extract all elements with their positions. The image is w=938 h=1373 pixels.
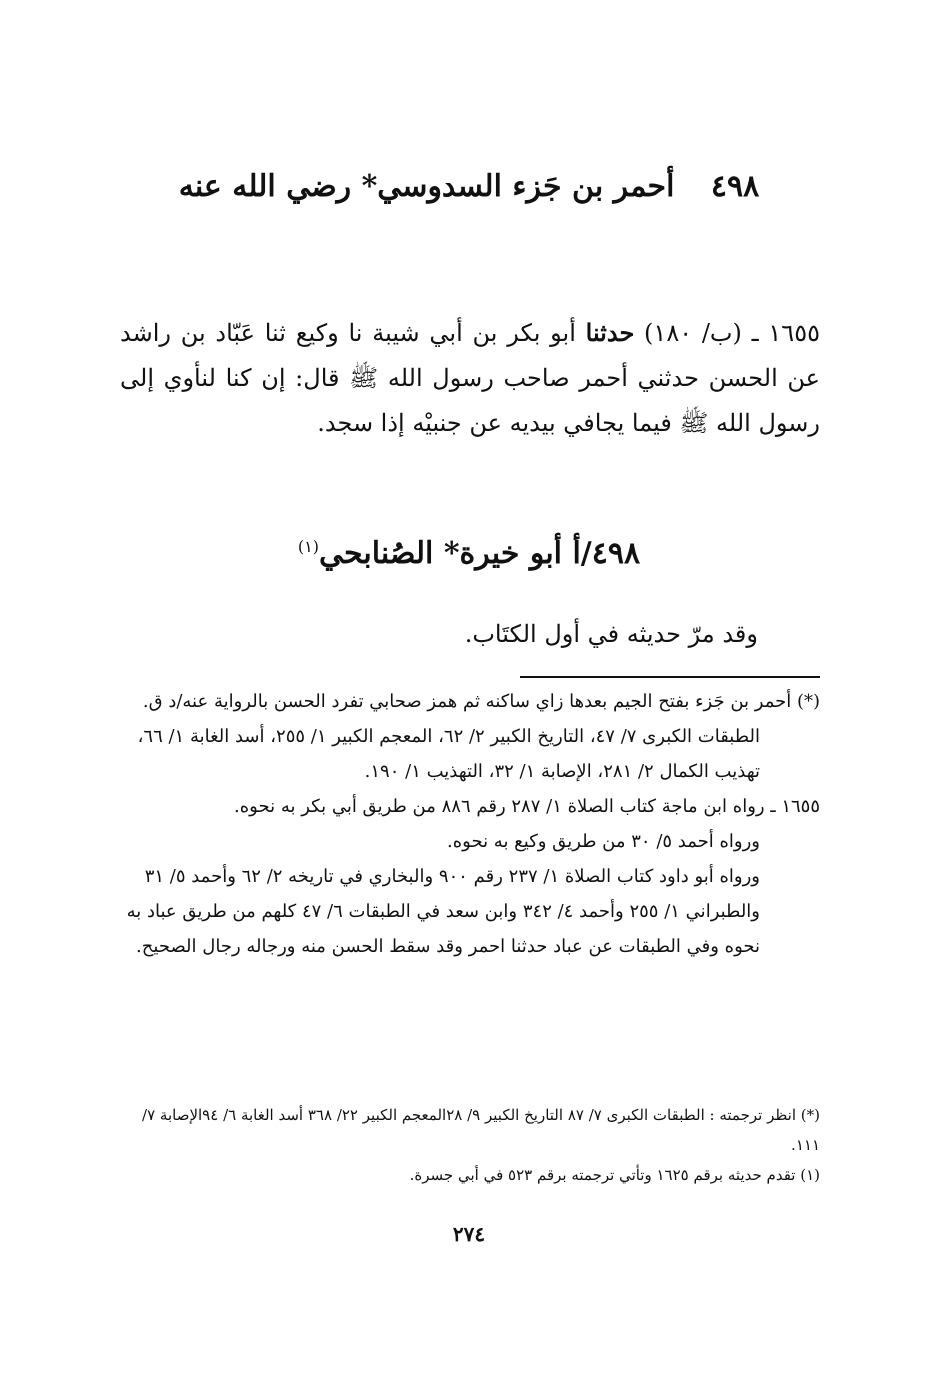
page-number: ٢٧٤ bbox=[452, 1222, 486, 1246]
mention-text: وقد مرّ حديثه في أول الكتَاب. bbox=[464, 620, 758, 648]
subentry-heading bbox=[0, 525, 938, 576]
entry-name: أحمر بن جَزء السدوسي* رضي الله عنه bbox=[178, 169, 675, 204]
footnote-item: ١٦٥٥ ـ رواه ابن ماجة كتاب الصلاة ١/ ٢٨٧ رقم ٨٨٦ من طريق أبي بكر به نحوه. bbox=[234, 796, 820, 817]
hadith-text bbox=[120, 310, 820, 446]
footnote-mark: (١) bbox=[297, 537, 319, 556]
small-footnote-item: (١) تقدم حديثه برقم ١٦٢٥ وتأتي ترجمته برقم ٥٢٣ في أبي جسرة. bbox=[409, 1166, 820, 1184]
entry-heading bbox=[0, 165, 938, 209]
entry-number: ٤٩٨ bbox=[710, 169, 760, 204]
footnote-item: ورواه أحمد ٥/ ٣٠ من طريق وكيع به نحوه. bbox=[447, 831, 760, 852]
subentry-name: ٤٩٨/أ أبو خيرة* الصُنابحي bbox=[318, 536, 641, 571]
footnote-item: (*) أحمر بن جَزء بفتح الجيم بعدها زاي ساكنه ثم همز صحابي تفرد الحسن بالرواية عنه/د ق. bbox=[142, 691, 820, 712]
small-footnote-item: (*) انظر ترجمته : الطبقات الكبرى ٧/ ٨٧ التاريخ الكبير ٩/ ٢٨المعجم الكبير ٢٢/ ٣٦٨ أسد الغابة ٦/ ٩٤الإصابة ٧/ ١١١. bbox=[142, 1106, 820, 1154]
footnote-item: ورواه أبو داود كتاب الصلاة ١/ ٢٣٧ رقم ٩٠٠ والبخاري في تاريخه ٢/ ٦٢ وأحمد ٥/ ٣١ والطبراني ١/ ٢٥٥ وأحمد ٤/ ٣٤٢ وابن سعد في الطبقات ٦/ ٤٧ كلهم من طريق عباد به نحوه وفي الطبقات عن عباد حدثنا احمر وقد سقط الحسن منه ورجاله رجال الصحيح. bbox=[126, 866, 760, 957]
footnote-divider bbox=[520, 676, 820, 678]
footnotes bbox=[120, 684, 820, 964]
footnote-item: الطبقات الكبرى ٧/ ٤٧، التاريخ الكبير ٢/ ٦٢، المعجم الكبير ١/ ٢٥٥، أسد الغابة ١/ ٦٦، تهذيب الكمال ٢/ ٢٨١، الإصابة ١/ ٣٢، التهذيب ١/ ١٩٠. bbox=[137, 726, 760, 782]
hadith-haddathana: حدثنا bbox=[585, 318, 635, 347]
hadith-lead: ١٦٥٥ ـ (ب/ ١٨٠) bbox=[644, 319, 820, 347]
hadith-body: أبو بكر بن أبي شيبة نا وكيع ثنا عَبّاد بن راشد عن الحسن حدثني أحمر صاحب رسول الله ﷺ قال: إن كنا لنأوي إلى رسول الله ﷺ فيما يجافي بيديه عن جنبيْه إذا سجد. bbox=[120, 319, 820, 437]
small-footnotes bbox=[120, 1100, 820, 1190]
